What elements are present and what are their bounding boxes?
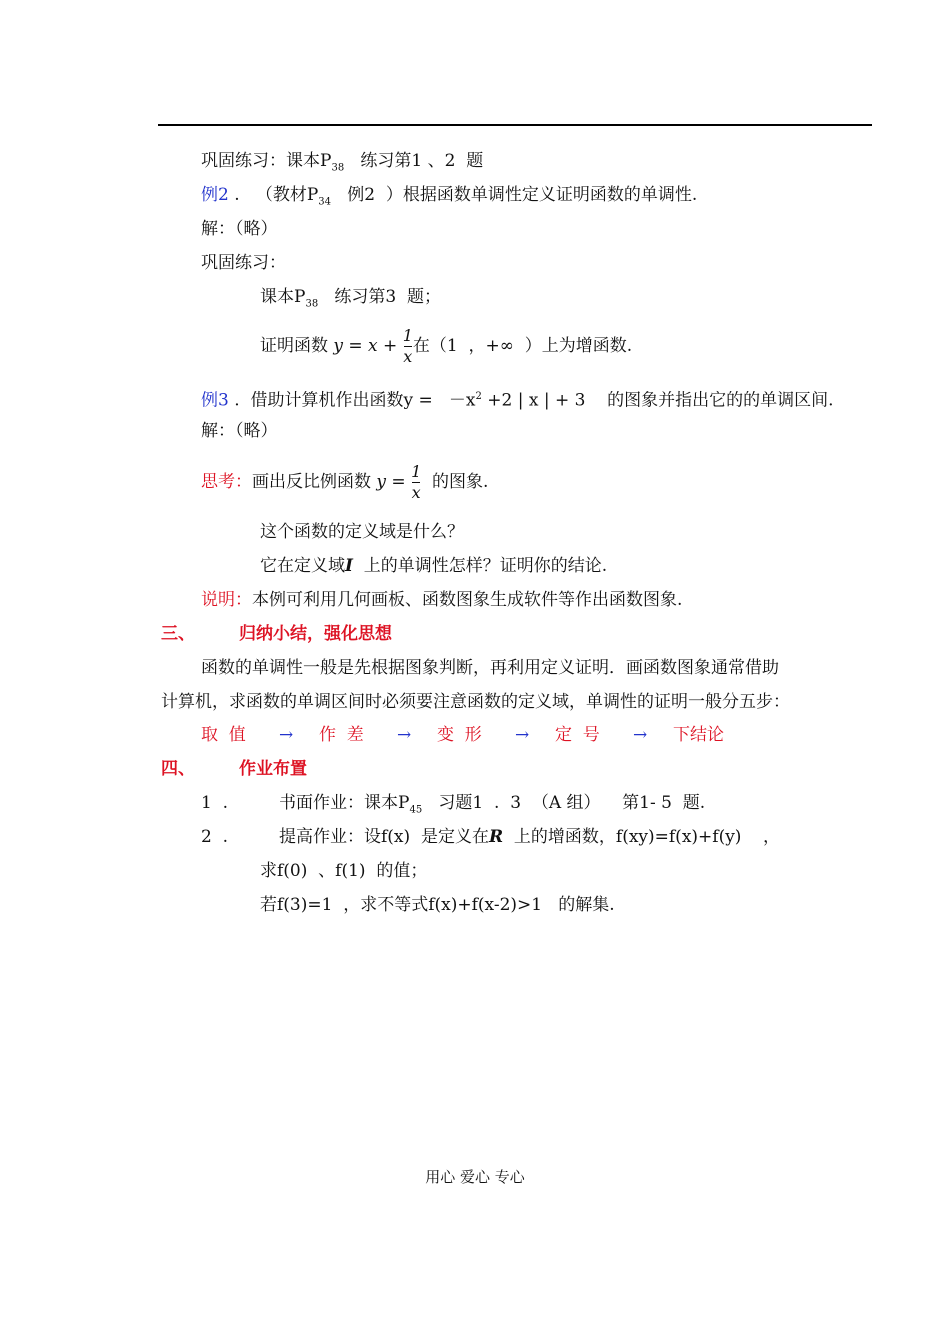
section-3-heading: 三、 归纳小结，强化思想 bbox=[161, 624, 392, 644]
fraction-1-over-x-2: $\frac{1}{x}$ bbox=[411, 462, 422, 502]
example-3-label: 例3 bbox=[201, 390, 229, 411]
fraction-1-over-x: $\frac{1}{x}$ bbox=[402, 326, 413, 366]
formula-eq-2: y = bbox=[376, 472, 412, 492]
practice-line-2: 巩固练习： bbox=[201, 253, 286, 273]
arrow-icon: → bbox=[515, 725, 530, 745]
homework-1: 1 . 书面作业：课本$P_{45}$ 习题1 . 3 （A 组） 第1- 5 题. bbox=[201, 793, 706, 816]
note-line: 说明：本例可利用几何画板、函数图象生成软件等作出函数图象. bbox=[201, 590, 683, 610]
step-2: 作 差 bbox=[319, 725, 364, 745]
arrow-icon: → bbox=[633, 725, 648, 745]
summary-paragraph-line-1: 函数的单调性一般是先根据图象判断，再利用定义证明．画函数图象通常借助 bbox=[201, 658, 779, 678]
textbook-exercise: 课本$P_{38}$ 练习第3 题； bbox=[260, 287, 442, 310]
step-3: 变 形 bbox=[437, 725, 482, 745]
practice-line-1: 巩固练习：课本$P_{38}$ 练习第1 、2 题 bbox=[201, 151, 484, 174]
prove-increasing: 证明函数 $y = x + \frac{1}{x}$在（1 ，+∞ ）上为增函数. bbox=[260, 326, 633, 366]
thinking-label: 思考： bbox=[201, 472, 252, 492]
example-3: 例3 . 借助计算机作出函数$y = -x^2 +2$ | x | + 3 的图象并指出它的的单调区间. bbox=[201, 390, 834, 411]
thinking-prompt: 思考：画出反比例函数 $y = \frac{1}{x}$ 的图象. bbox=[201, 462, 489, 502]
step-4: 定 号 bbox=[555, 725, 600, 745]
section-4-heading: 四、 作业布置 bbox=[161, 759, 307, 779]
summary-paragraph-line-2: 计算机，求函数的单调区间时必须要注意函数的定义域，单调性的证明一般分五步： bbox=[161, 692, 790, 712]
five-steps bbox=[201, 724, 724, 746]
solution-2: 解：（略） bbox=[201, 421, 278, 441]
formula-eq: y = x + bbox=[333, 336, 403, 356]
example-2: 例2 . （教材$P_{34}$ 例2 ）根据函数单调性定义证明函数的单调性. bbox=[201, 185, 698, 208]
homework-2-part-a: 求f(0) 、f(1) 的值； bbox=[260, 861, 428, 881]
step-5: 下结论 bbox=[673, 725, 724, 745]
question-monotonicity: 它在定义域I 上的单调性怎样？证明你的结论. bbox=[260, 556, 608, 576]
question-domain: 这个函数的定义域是什么？ bbox=[260, 522, 464, 542]
arrow-icon: → bbox=[279, 725, 294, 745]
homework-2-part-b: 若f(3)=1 ，求不等式f(x)+f(x-2)>1 的解集. bbox=[260, 895, 615, 915]
solution-1: 解：（略） bbox=[201, 219, 278, 239]
homework-2: 2 . 提高作业：设f(x) 是定义在R 上的增函数，f(xy)=f(x)+f(y) ， bbox=[201, 827, 781, 847]
example-2-label: 例2 bbox=[201, 185, 229, 205]
note-label: 说明： bbox=[201, 590, 252, 610]
arrow-icon: → bbox=[397, 725, 412, 745]
page-footer: 用心 爱心 专心 bbox=[425, 1168, 525, 1186]
header-rule bbox=[158, 124, 872, 126]
step-1: 取 值 bbox=[201, 725, 246, 745]
